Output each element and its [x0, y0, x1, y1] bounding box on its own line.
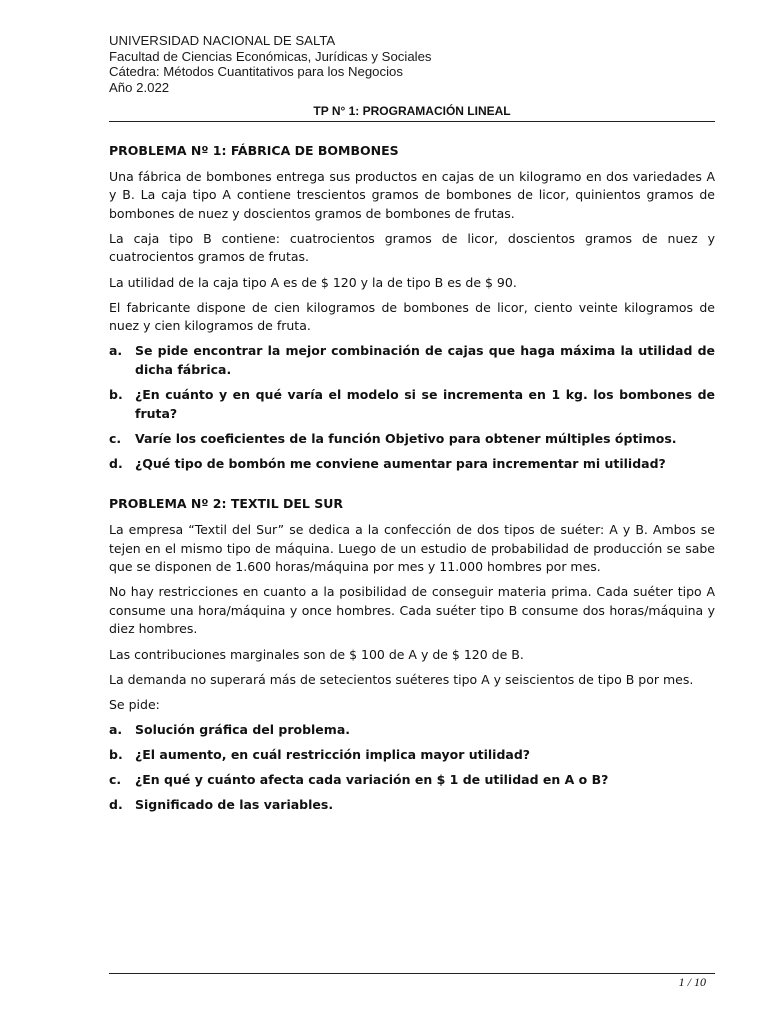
page-title: TP N° 1: PROGRAMACIÓN LINEAL — [313, 104, 511, 118]
header-faculty: Facultad de Ciencias Económicas, Jurídicas y Sociales — [109, 48, 432, 64]
list-item — [109, 386, 715, 423]
problem-2-paragraph: La demanda no superará más de setecientos suéteres tipo A y seiscientos de tipo B por mes. — [109, 671, 694, 687]
list-item-text: Varíe los coeficientes de la función Objetivo para obtener múltiples óptimos. — [135, 430, 677, 446]
document-body — [109, 142, 715, 821]
list-marker: d. — [109, 797, 123, 813]
list-item-text: ¿En cuánto y en qué varía el modelo si se incrementa en 1 kg. los bombones de fruta? — [135, 387, 715, 421]
header-course: Cátedra: Métodos Cuantitativos para los Negocios — [109, 64, 403, 79]
problem-2-section — [109, 495, 715, 814]
problem-1-paragraph: Una fábrica de bombones entrega sus productos en cajas de un kilogramo en dos variedades A y B. La caja tipo A contiene trescientos gramos de bombones de licor, quinientos gramos de bombones de nuez y doscientos gramos de bombones de frutas. — [109, 168, 715, 221]
problem-1-section — [109, 142, 715, 473]
list-marker: b. — [109, 746, 123, 762]
page-number: 1 / 10 — [678, 975, 706, 989]
problem-1-paragraph: La utilidad de la caja tipo A es de $ 120 y la de tipo B es de $ 90. — [109, 274, 517, 290]
header-year: Año 2.022 — [109, 79, 170, 95]
list-item-text: ¿El aumento, en cuál restricción implica mayor utilidad? — [135, 746, 531, 762]
problem-1-title: PROBLEMA Nº 1: FÁBRICA DE BOMBONES — [109, 143, 399, 158]
header-divider — [109, 121, 715, 122]
problem-2-paragraph: No hay restricciones en cuanto a la posibilidad de conseguir materia prima. Cada suéter tipo A consume una hora/máquina y once hombres. Cada suéter tipo B consume dos horas/máquina y diez hombres. — [109, 584, 715, 637]
problem-1-paragraph: El fabricante dispone de cien kilogramos de bombones de licor, ciento veinte kilogramos de nuez y cien kilogramos de fruta. — [109, 299, 715, 334]
list-item-text: Solución gráfica del problema. — [135, 721, 350, 737]
list-marker: b. — [109, 387, 123, 403]
problem-2-paragraph: La empresa “Textil del Sur” se dedica a la confección de dos tipos de suéter: A y B. Ambos se tejen en el mismo tipo de máquina. Luego de un estudio de probabilidad de producción se sabe que se disponen de 1.600 horas/máquina por mes y 11.000 hombres por mes. — [109, 522, 715, 575]
list-item-text: Significado de las variables. — [135, 797, 334, 813]
list-item-text: Se pide encontrar la mejor combinación de cajas que haga máxima la utilidad de dicha fábrica. — [135, 343, 715, 377]
problem-2-questions — [109, 721, 715, 815]
problem-2-se-pide: Se pide: — [109, 696, 160, 712]
problem-1-questions — [109, 342, 715, 473]
list-item — [109, 746, 715, 765]
list-item — [109, 430, 715, 449]
header-university: UNIVERSIDAD NACIONAL DE SALTA — [109, 33, 336, 48]
list-marker: a. — [109, 343, 123, 359]
list-item — [109, 342, 715, 379]
document-header — [109, 33, 715, 95]
list-item — [109, 796, 715, 815]
list-item-text: ¿En qué y cuánto afecta cada variación en $ 1 de utilidad en A o B? — [135, 772, 609, 788]
list-item — [109, 771, 715, 790]
list-marker: c. — [109, 430, 122, 446]
list-marker: c. — [109, 772, 122, 788]
list-item — [109, 721, 715, 740]
list-marker: a. — [109, 721, 123, 737]
list-item-text: ¿Qué tipo de bombón me conviene aumentar para incrementar mi utilidad? — [135, 455, 666, 471]
problem-2-paragraph: Las contribuciones marginales son de $ 100 de A y de $ 120 de B. — [109, 646, 524, 662]
problem-2-title: PROBLEMA Nº 2: TEXTIL DEL SUR — [109, 496, 344, 512]
problem-1-paragraph: La caja tipo B contiene: cuatrocientos gramos de licor, doscientos gramos de nuez y cuatrocientos gramos de frutas. — [109, 230, 715, 265]
list-marker: d. — [109, 455, 123, 471]
list-item — [109, 455, 715, 474]
